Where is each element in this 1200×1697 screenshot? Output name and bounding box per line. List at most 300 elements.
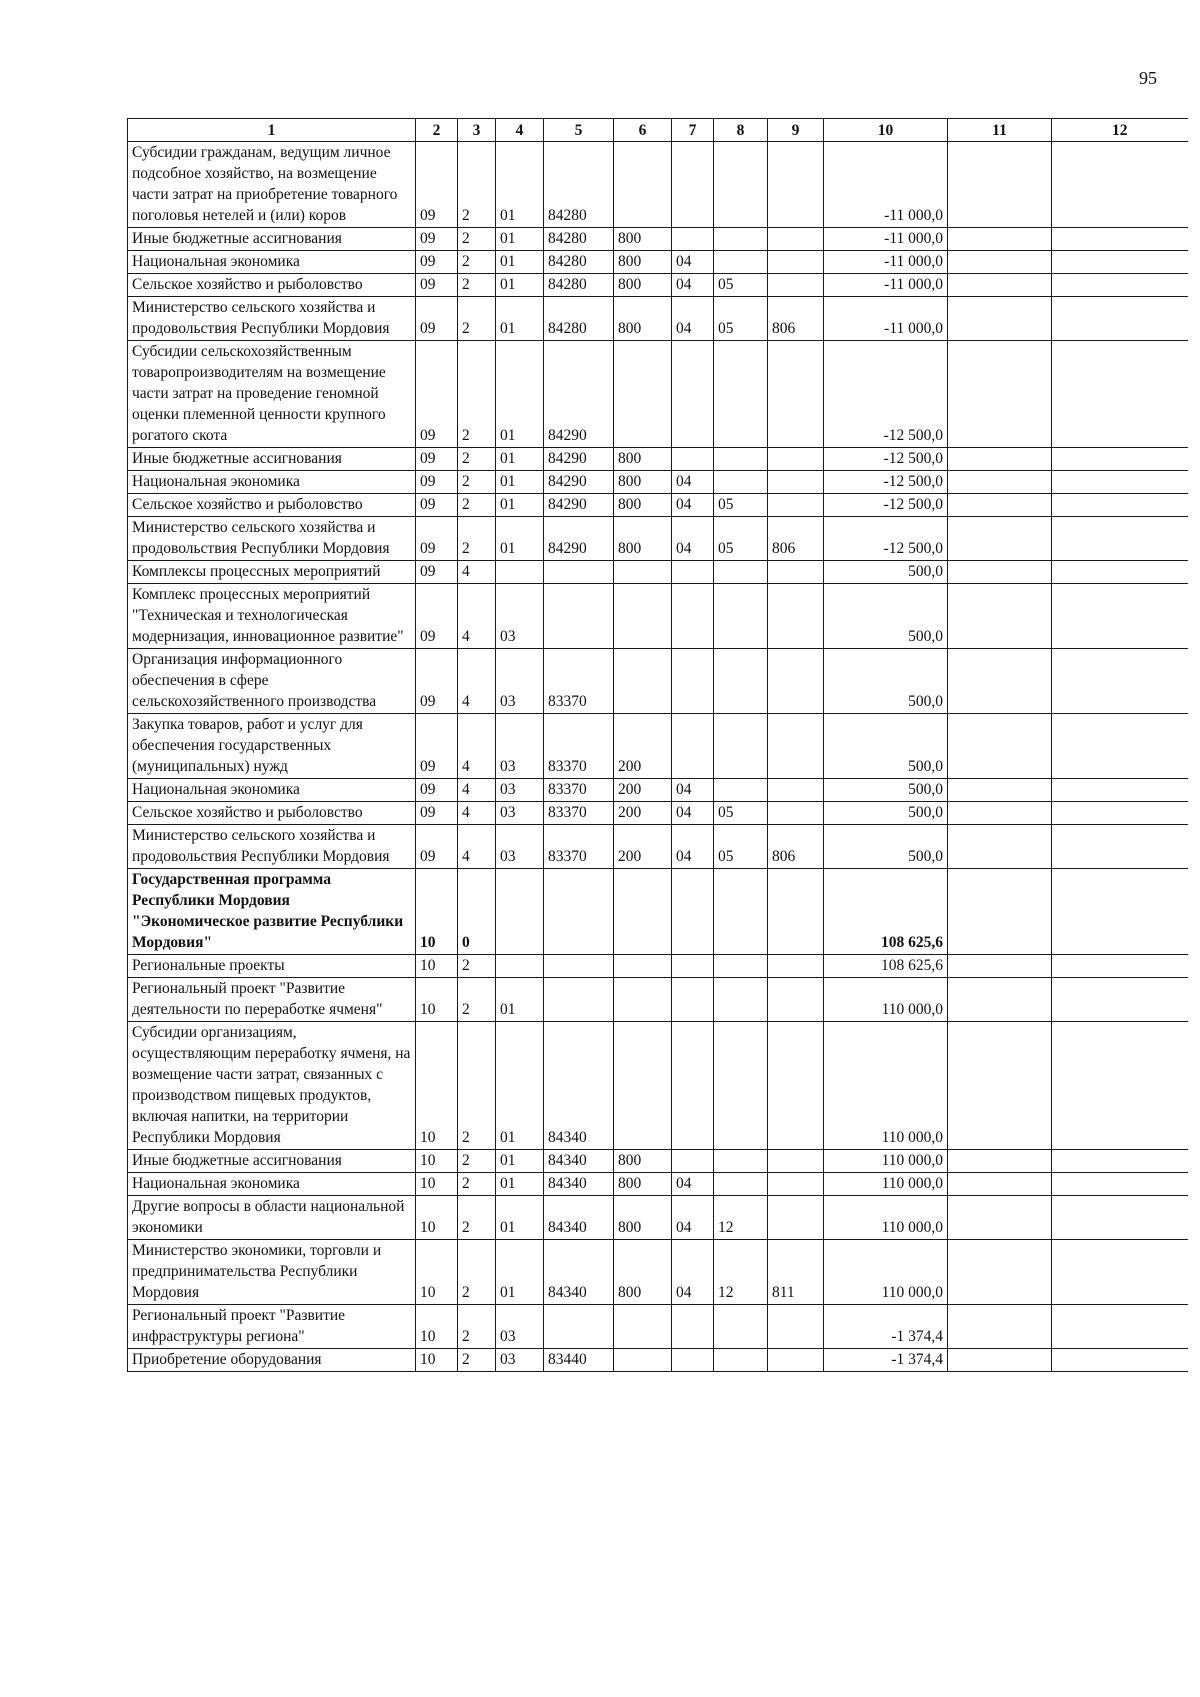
code-cell-3: 2: [458, 1173, 496, 1196]
row-name-cell: Закупка товаров, работ и услуг для обеспечения государственных (муниципальных) нужд: [128, 714, 416, 779]
code-cell-3: 2: [458, 1022, 496, 1150]
code-cell-9: [768, 228, 824, 251]
code-cell-7: [672, 714, 714, 779]
code-cell-9: [768, 274, 824, 297]
code-cell-4: [496, 869, 544, 955]
table-row: [128, 779, 1188, 802]
code-cell-6: 200: [614, 714, 672, 779]
amount-cell-11: [948, 1305, 1052, 1349]
table-row: [128, 274, 1188, 297]
code-cell-9: [768, 978, 824, 1022]
amount-cell-11: [948, 341, 1052, 448]
amount-cell-11: [948, 274, 1052, 297]
column-header: 3: [458, 119, 496, 142]
code-cell-4: 01: [496, 517, 544, 561]
code-cell-9: 806: [768, 517, 824, 561]
amount-cell-12: [1052, 955, 1188, 978]
row-name-cell: Национальная экономика: [128, 1173, 416, 1196]
code-cell-7: 04: [672, 802, 714, 825]
code-cell-2: 09: [416, 274, 458, 297]
column-header: 5: [544, 119, 614, 142]
table-row: [128, 228, 1188, 251]
code-cell-2: 10: [416, 1349, 458, 1372]
code-cell-3: 2: [458, 517, 496, 561]
code-cell-8: [714, 1349, 768, 1372]
amount-cell-10: -11 000,0: [824, 297, 948, 341]
code-cell-8: 05: [714, 802, 768, 825]
code-cell-2: 09: [416, 297, 458, 341]
code-cell-3: 0: [458, 869, 496, 955]
code-cell-5: [544, 561, 614, 584]
code-cell-4: 03: [496, 1305, 544, 1349]
amount-cell-10: -12 500,0: [824, 471, 948, 494]
amount-cell-10: -1 374,4: [824, 1349, 948, 1372]
code-cell-6: 800: [614, 1173, 672, 1196]
column-header: 8: [714, 119, 768, 142]
code-cell-6: 800: [614, 471, 672, 494]
amount-cell-11: [948, 561, 1052, 584]
budget-table: [127, 118, 1188, 1372]
code-cell-5: 84340: [544, 1022, 614, 1150]
column-header: 7: [672, 119, 714, 142]
table-row: [128, 649, 1188, 714]
code-cell-8: 12: [714, 1240, 768, 1305]
row-name-cell: Региональные проекты: [128, 955, 416, 978]
code-cell-3: 2: [458, 341, 496, 448]
amount-cell-10: 110 000,0: [824, 1150, 948, 1173]
code-cell-2: 09: [416, 779, 458, 802]
table-row: [128, 297, 1188, 341]
amount-cell-11: [948, 1150, 1052, 1173]
code-cell-3: 4: [458, 584, 496, 649]
row-name-cell: Региональный проект "Развитие инфраструктуры региона": [128, 1305, 416, 1349]
amount-cell-11: [948, 1196, 1052, 1240]
table-row: [128, 825, 1188, 869]
code-cell-9: [768, 341, 824, 448]
code-cell-8: [714, 341, 768, 448]
amount-cell-10: 108 625,6: [824, 955, 948, 978]
code-cell-3: 2: [458, 1150, 496, 1173]
code-cell-9: [768, 802, 824, 825]
code-cell-6: [614, 584, 672, 649]
code-cell-4: 01: [496, 142, 544, 228]
table-row: [128, 1196, 1188, 1240]
code-cell-6: 800: [614, 1150, 672, 1173]
code-cell-8: [714, 649, 768, 714]
table-row: [128, 978, 1188, 1022]
code-cell-6: [614, 1305, 672, 1349]
code-cell-4: 03: [496, 802, 544, 825]
code-cell-6: [614, 561, 672, 584]
code-cell-8: [714, 1305, 768, 1349]
code-cell-6: 200: [614, 825, 672, 869]
code-cell-4: 01: [496, 297, 544, 341]
amount-cell-12: [1052, 448, 1188, 471]
row-name-cell: Организация информационного обеспечения в сфере сельскохозяйственного производства: [128, 649, 416, 714]
table-row: [128, 1173, 1188, 1196]
column-header: 12: [1052, 119, 1188, 142]
amount-cell-12: [1052, 1173, 1188, 1196]
code-cell-9: [768, 1173, 824, 1196]
column-header: 2: [416, 119, 458, 142]
code-cell-4: 01: [496, 341, 544, 448]
code-cell-2: 09: [416, 802, 458, 825]
code-cell-9: [768, 1022, 824, 1150]
code-cell-2: 09: [416, 825, 458, 869]
code-cell-5: 84280: [544, 274, 614, 297]
column-header: 10: [824, 119, 948, 142]
code-cell-6: [614, 341, 672, 448]
code-cell-2: 09: [416, 517, 458, 561]
code-cell-4: 03: [496, 714, 544, 779]
code-cell-5: 83370: [544, 825, 614, 869]
amount-cell-10: -12 500,0: [824, 517, 948, 561]
row-name-cell: Комплексы процессных мероприятий: [128, 561, 416, 584]
table-row: [128, 471, 1188, 494]
amount-cell-11: [948, 142, 1052, 228]
code-cell-7: [672, 869, 714, 955]
code-cell-6: [614, 978, 672, 1022]
amount-cell-11: [948, 869, 1052, 955]
code-cell-9: [768, 869, 824, 955]
code-cell-6: 800: [614, 251, 672, 274]
page-number: 95: [1139, 68, 1157, 88]
code-cell-7: 04: [672, 1196, 714, 1240]
code-cell-8: 05: [714, 274, 768, 297]
code-cell-8: [714, 561, 768, 584]
code-cell-2: 10: [416, 1305, 458, 1349]
amount-cell-12: [1052, 584, 1188, 649]
code-cell-3: 2: [458, 142, 496, 228]
code-cell-8: [714, 978, 768, 1022]
column-header: 6: [614, 119, 672, 142]
code-cell-8: [714, 448, 768, 471]
code-cell-4: 03: [496, 649, 544, 714]
amount-cell-12: [1052, 494, 1188, 517]
amount-cell-10: 500,0: [824, 802, 948, 825]
amount-cell-12: [1052, 561, 1188, 584]
code-cell-3: 2: [458, 228, 496, 251]
row-name-cell: Субсидии сельскохозяйственным товаропроизводителям на возмещение части затрат на проведение геномной оценки племенной ценности крупного рогатого скота: [128, 341, 416, 448]
amount-cell-12: [1052, 1196, 1188, 1240]
code-cell-5: 84340: [544, 1196, 614, 1240]
column-header: 9: [768, 119, 824, 142]
code-cell-2: 09: [416, 251, 458, 274]
table-row: [128, 714, 1188, 779]
code-cell-6: [614, 1022, 672, 1150]
code-cell-2: 10: [416, 1150, 458, 1173]
code-cell-3: 4: [458, 779, 496, 802]
code-cell-7: [672, 978, 714, 1022]
code-cell-7: 04: [672, 779, 714, 802]
amount-cell-10: -12 500,0: [824, 494, 948, 517]
code-cell-9: [768, 779, 824, 802]
amount-cell-11: [948, 714, 1052, 779]
amount-cell-12: [1052, 1240, 1188, 1305]
code-cell-2: 09: [416, 649, 458, 714]
code-cell-7: [672, 448, 714, 471]
code-cell-8: [714, 869, 768, 955]
code-cell-7: 04: [672, 494, 714, 517]
code-cell-8: [714, 714, 768, 779]
code-cell-2: 09: [416, 714, 458, 779]
row-name-cell: Национальная экономика: [128, 779, 416, 802]
table-row: [128, 142, 1188, 228]
code-cell-9: [768, 561, 824, 584]
code-cell-7: [672, 1150, 714, 1173]
row-name-cell: Региональный проект "Развитие деятельности по переработке ячменя": [128, 978, 416, 1022]
code-cell-2: 10: [416, 869, 458, 955]
code-cell-5: 83370: [544, 779, 614, 802]
amount-cell-12: [1052, 825, 1188, 869]
code-cell-7: [672, 142, 714, 228]
code-cell-3: 2: [458, 955, 496, 978]
row-name-cell: Государственная программа Республики Мордовия "Экономическое развитие Республики Мордовия": [128, 869, 416, 955]
row-name-cell: Министерство сельского хозяйства и продовольствия Республики Мордовия: [128, 297, 416, 341]
code-cell-6: 800: [614, 1240, 672, 1305]
code-cell-6: 800: [614, 274, 672, 297]
amount-cell-11: [948, 649, 1052, 714]
code-cell-7: 04: [672, 1240, 714, 1305]
code-cell-3: 4: [458, 649, 496, 714]
amount-cell-12: [1052, 978, 1188, 1022]
column-header: 4: [496, 119, 544, 142]
code-cell-5: [544, 1305, 614, 1349]
amount-cell-10: 108 625,6: [824, 869, 948, 955]
code-cell-8: 05: [714, 517, 768, 561]
amount-cell-10: -11 000,0: [824, 228, 948, 251]
amount-cell-11: [948, 517, 1052, 561]
amount-cell-12: [1052, 251, 1188, 274]
row-name-cell: Субсидии организациям, осуществляющим переработку ячменя, на возмещение части затрат, связанных с производством пищевых продуктов, включая напитки, на территории Республики Мордовия: [128, 1022, 416, 1150]
amount-cell-11: [948, 1173, 1052, 1196]
table-row: [128, 448, 1188, 471]
code-cell-9: 811: [768, 1240, 824, 1305]
code-cell-3: 4: [458, 561, 496, 584]
code-cell-9: [768, 955, 824, 978]
code-cell-2: 09: [416, 584, 458, 649]
code-cell-9: [768, 251, 824, 274]
table-row: [128, 494, 1188, 517]
code-cell-3: 2: [458, 978, 496, 1022]
code-cell-2: 09: [416, 471, 458, 494]
code-cell-5: 84290: [544, 448, 614, 471]
row-name-cell: Министерство сельского хозяйства и продовольствия Республики Мордовия: [128, 825, 416, 869]
table-row: [128, 1240, 1188, 1305]
row-name-cell: Иные бюджетные ассигнования: [128, 228, 416, 251]
amount-cell-10: -11 000,0: [824, 274, 948, 297]
amount-cell-10: -11 000,0: [824, 251, 948, 274]
amount-cell-11: [948, 1349, 1052, 1372]
code-cell-5: 84340: [544, 1240, 614, 1305]
code-cell-6: [614, 142, 672, 228]
table-row: [128, 517, 1188, 561]
row-name-cell: Сельское хозяйство и рыболовство: [128, 274, 416, 297]
code-cell-6: 800: [614, 297, 672, 341]
amount-cell-11: [948, 471, 1052, 494]
code-cell-6: 800: [614, 448, 672, 471]
code-cell-6: 800: [614, 494, 672, 517]
code-cell-9: [768, 142, 824, 228]
table-row: [128, 561, 1188, 584]
code-cell-9: [768, 1196, 824, 1240]
amount-cell-10: -11 000,0: [824, 142, 948, 228]
code-cell-5: 84290: [544, 494, 614, 517]
code-cell-7: [672, 1305, 714, 1349]
amount-cell-10: 110 000,0: [824, 1240, 948, 1305]
code-cell-5: 84280: [544, 142, 614, 228]
code-cell-4: [496, 561, 544, 584]
amount-cell-10: 500,0: [824, 779, 948, 802]
code-cell-7: 04: [672, 517, 714, 561]
amount-cell-11: [948, 584, 1052, 649]
row-name-cell: Комплекс процессных мероприятий "Техническая и технологическая модернизация, инновационное развитие": [128, 584, 416, 649]
code-cell-3: 2: [458, 448, 496, 471]
code-cell-5: [544, 955, 614, 978]
code-cell-7: [672, 228, 714, 251]
code-cell-9: [768, 584, 824, 649]
code-cell-7: 04: [672, 274, 714, 297]
amount-cell-11: [948, 1240, 1052, 1305]
code-cell-7: 04: [672, 297, 714, 341]
amount-cell-10: -12 500,0: [824, 448, 948, 471]
code-cell-5: 84290: [544, 517, 614, 561]
code-cell-5: 84290: [544, 471, 614, 494]
code-cell-5: 84340: [544, 1150, 614, 1173]
amount-cell-11: [948, 978, 1052, 1022]
amount-cell-10: 500,0: [824, 714, 948, 779]
table-row: [128, 251, 1188, 274]
amount-cell-12: [1052, 274, 1188, 297]
code-cell-4: [496, 955, 544, 978]
amount-cell-10: 110 000,0: [824, 1022, 948, 1150]
amount-cell-12: [1052, 1022, 1188, 1150]
amount-cell-10: 110 000,0: [824, 1173, 948, 1196]
code-cell-5: [544, 869, 614, 955]
code-cell-5: [544, 584, 614, 649]
code-cell-7: 04: [672, 825, 714, 869]
amount-cell-12: [1052, 297, 1188, 341]
table-row: [128, 869, 1188, 955]
code-cell-9: [768, 471, 824, 494]
code-cell-5: 84280: [544, 251, 614, 274]
code-cell-5: 83440: [544, 1349, 614, 1372]
amount-cell-12: [1052, 517, 1188, 561]
amount-cell-10: -1 374,4: [824, 1305, 948, 1349]
row-name-cell: Другие вопросы в области национальной экономики: [128, 1196, 416, 1240]
code-cell-6: 800: [614, 517, 672, 561]
code-cell-3: 2: [458, 1196, 496, 1240]
code-cell-7: [672, 1022, 714, 1150]
code-cell-4: 01: [496, 1022, 544, 1150]
amount-cell-11: [948, 297, 1052, 341]
code-cell-7: 04: [672, 471, 714, 494]
code-cell-2: 09: [416, 228, 458, 251]
code-cell-5: 84290: [544, 341, 614, 448]
code-cell-9: [768, 448, 824, 471]
code-cell-8: 05: [714, 494, 768, 517]
code-cell-9: [768, 649, 824, 714]
code-cell-3: 2: [458, 1240, 496, 1305]
code-cell-9: 806: [768, 825, 824, 869]
amount-cell-12: [1052, 228, 1188, 251]
code-cell-4: 03: [496, 1349, 544, 1372]
code-cell-5: 83370: [544, 649, 614, 714]
amount-cell-11: [948, 825, 1052, 869]
row-name-cell: Сельское хозяйство и рыболовство: [128, 494, 416, 517]
amount-cell-12: [1052, 1349, 1188, 1372]
code-cell-8: [714, 1150, 768, 1173]
amount-cell-12: [1052, 142, 1188, 228]
code-cell-2: 09: [416, 448, 458, 471]
amount-cell-10: 500,0: [824, 561, 948, 584]
table-row: [128, 1150, 1188, 1173]
code-cell-9: [768, 714, 824, 779]
table-row: [128, 584, 1188, 649]
code-cell-3: 4: [458, 825, 496, 869]
code-cell-9: [768, 1305, 824, 1349]
code-cell-4: 01: [496, 471, 544, 494]
table-row: [128, 802, 1188, 825]
code-cell-6: 800: [614, 228, 672, 251]
amount-cell-12: [1052, 1305, 1188, 1349]
code-cell-4: 01: [496, 494, 544, 517]
row-name-cell: Приобретение оборудования: [128, 1349, 416, 1372]
code-cell-4: 03: [496, 584, 544, 649]
code-cell-4: 03: [496, 779, 544, 802]
amount-cell-11: [948, 494, 1052, 517]
code-cell-8: 12: [714, 1196, 768, 1240]
amount-cell-12: [1052, 471, 1188, 494]
code-cell-6: [614, 649, 672, 714]
amount-cell-12: [1052, 714, 1188, 779]
code-cell-2: 10: [416, 1196, 458, 1240]
table-row: [128, 1349, 1188, 1372]
code-cell-4: 01: [496, 274, 544, 297]
code-cell-9: [768, 494, 824, 517]
amount-cell-11: [948, 448, 1052, 471]
code-cell-8: [714, 142, 768, 228]
row-name-cell: Субсидии гражданам, ведущим личное подсобное хозяйство, на возмещение части затрат на приобретение товарного поголовья нетелей и (или) коров: [128, 142, 416, 228]
code-cell-2: 10: [416, 955, 458, 978]
amount-cell-10: 500,0: [824, 649, 948, 714]
row-name-cell: Министерство сельского хозяйства и продовольствия Республики Мордовия: [128, 517, 416, 561]
code-cell-6: 200: [614, 779, 672, 802]
code-cell-6: [614, 869, 672, 955]
amount-cell-11: [948, 955, 1052, 978]
code-cell-2: 10: [416, 1173, 458, 1196]
amount-cell-11: [948, 228, 1052, 251]
code-cell-3: 2: [458, 471, 496, 494]
code-cell-9: [768, 1150, 824, 1173]
code-cell-8: [714, 471, 768, 494]
amount-cell-12: [1052, 649, 1188, 714]
amount-cell-12: [1052, 802, 1188, 825]
code-cell-7: 04: [672, 1173, 714, 1196]
row-name-cell: Сельское хозяйство и рыболовство: [128, 802, 416, 825]
code-cell-8: [714, 779, 768, 802]
code-cell-3: 2: [458, 251, 496, 274]
code-cell-3: 4: [458, 714, 496, 779]
code-cell-8: 05: [714, 297, 768, 341]
code-cell-2: 09: [416, 561, 458, 584]
table-row: [128, 1305, 1188, 1349]
table-header-row: [128, 119, 1188, 142]
code-cell-8: [714, 584, 768, 649]
code-cell-7: 04: [672, 251, 714, 274]
code-cell-4: 01: [496, 228, 544, 251]
code-cell-3: 2: [458, 1349, 496, 1372]
